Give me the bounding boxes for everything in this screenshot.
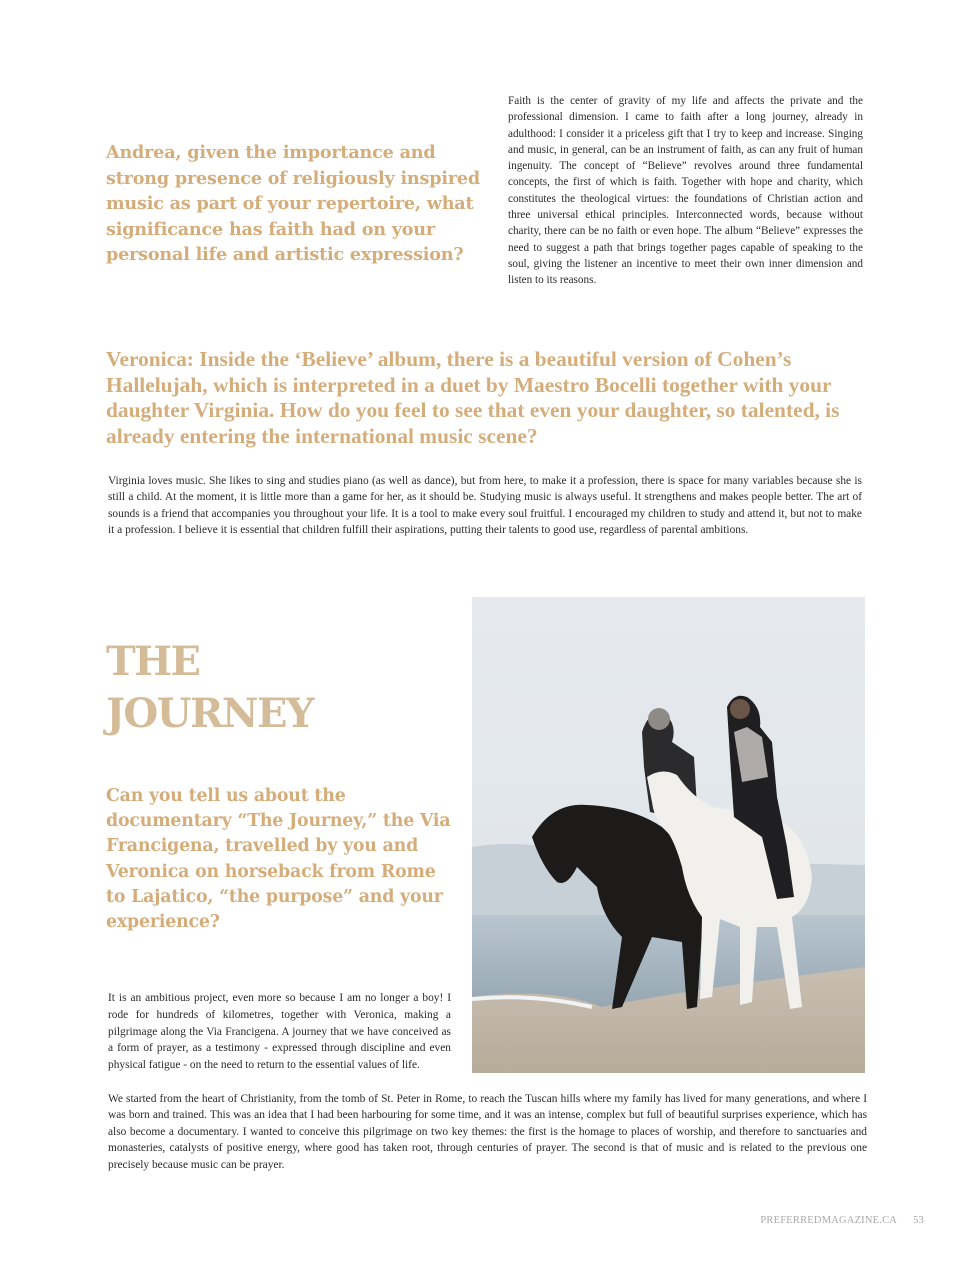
section-title-line2: JOURNEY [106,690,313,737]
photo-illustration [472,597,865,1073]
question-faith: Andrea, given the importance and strong presence of religiously inspired music as part of your repertoire, what significance has faith had on your personal life and artistic expression? [106,142,480,265]
answer-journey-continued: We started from the heart of Christianity, from the tomb of St. Peter in Rome, to reach the Tuscan hills where my family has lived for many generations, and where I was born and trained. This was an idea that I had been harbouring for some time, and it was an intense, complex but full of beautiful surprises experience, which has also become a documentary. I wanted to conceive this pilgrimage on two key themes: the first is the homage to places of worship, and therefore to sanctuaries and monasteries, catalysts of positive energy, where good has taken root, through centuries of prayer. The second is that of music and is related to the previous one precisely because music can be prayer. [108,1093,867,1171]
rider-man-head [648,708,670,730]
section-title [106,636,446,740]
question-the-journey: Can you tell us about the documentary “The Journey,” the Via Francigena, travelled by you and Veronica on horseback from Rome to Lajatico, “the purpose” and your experience? [106,786,451,933]
page-footer [760,1215,924,1226]
answer-virginia: Virginia loves music. She likes to sing and studies piano (as well as dance), but from here, to make it a profession, there is space for many variables because she is still a child. At the moment, it is little more than a game for her, as it should be. Studying music is always useful. It strengthens and makes people better. The art of sounds is a friend that accompanies you throughout your life. It is a tool to make every soul fruitful. I encouraged my children to study and attend it, but not to make it a profession. I believe it is essential that children fulfill their aspirations, putting their talents to good use, regardless of parental ambitions. [108,475,862,536]
page-number: 53 [913,1215,924,1226]
answer-journey-intro: It is an ambitious project, even more so because I am no longer a boy! I rode for hundreds of kilometres, together with Veronica, making a pilgrimage along the Via Francigena. A journey that we have conceived as a form of prayer, as a testimony - expressed through discipline and even physical fatigue - on the need to return to the essential values of life. [108,992,451,1072]
horseback-beach-photo [472,597,865,1073]
question-hallelujah-virginia: Veronica: Inside the ‘Believe’ album, there is a beautiful version of Cohen’s Hallelujah, which is interpreted in a duet by Maestro Bocelli together with your daughter Virginia. How do you feel to see that even your daughter, so talented, is already entering the international music scene? [106,347,840,448]
answer-faith: Faith is the center of gravity of my life and affects the private and the professional dimension. I came to faith after a long journey, already in adulthood: I consider it a priceless gift that I try to keep and increase. Singing and music, in general, can be an instrument of faith, as can any fruit of human ingenuity. The concept of “Believe” revolves around three fundamental concepts, the first of which is faith. Together with hope and charity, which constitutes the theological virtues: the foundations of Christian action and three universal ethical principles. Interconnected words, because without charity, there can be no faith or even hope. The album “Believe” expresses the need to suggest a path that brings together pages capable of speaking to the soul, giving the listener an incentive to meet their own inner dimension and listen to its reasons. [508,95,863,287]
rider-woman-head [730,699,750,719]
footer-site: PREFERREDMAGAZINE.CA [760,1215,898,1226]
section-title-line1: THE [106,638,200,685]
